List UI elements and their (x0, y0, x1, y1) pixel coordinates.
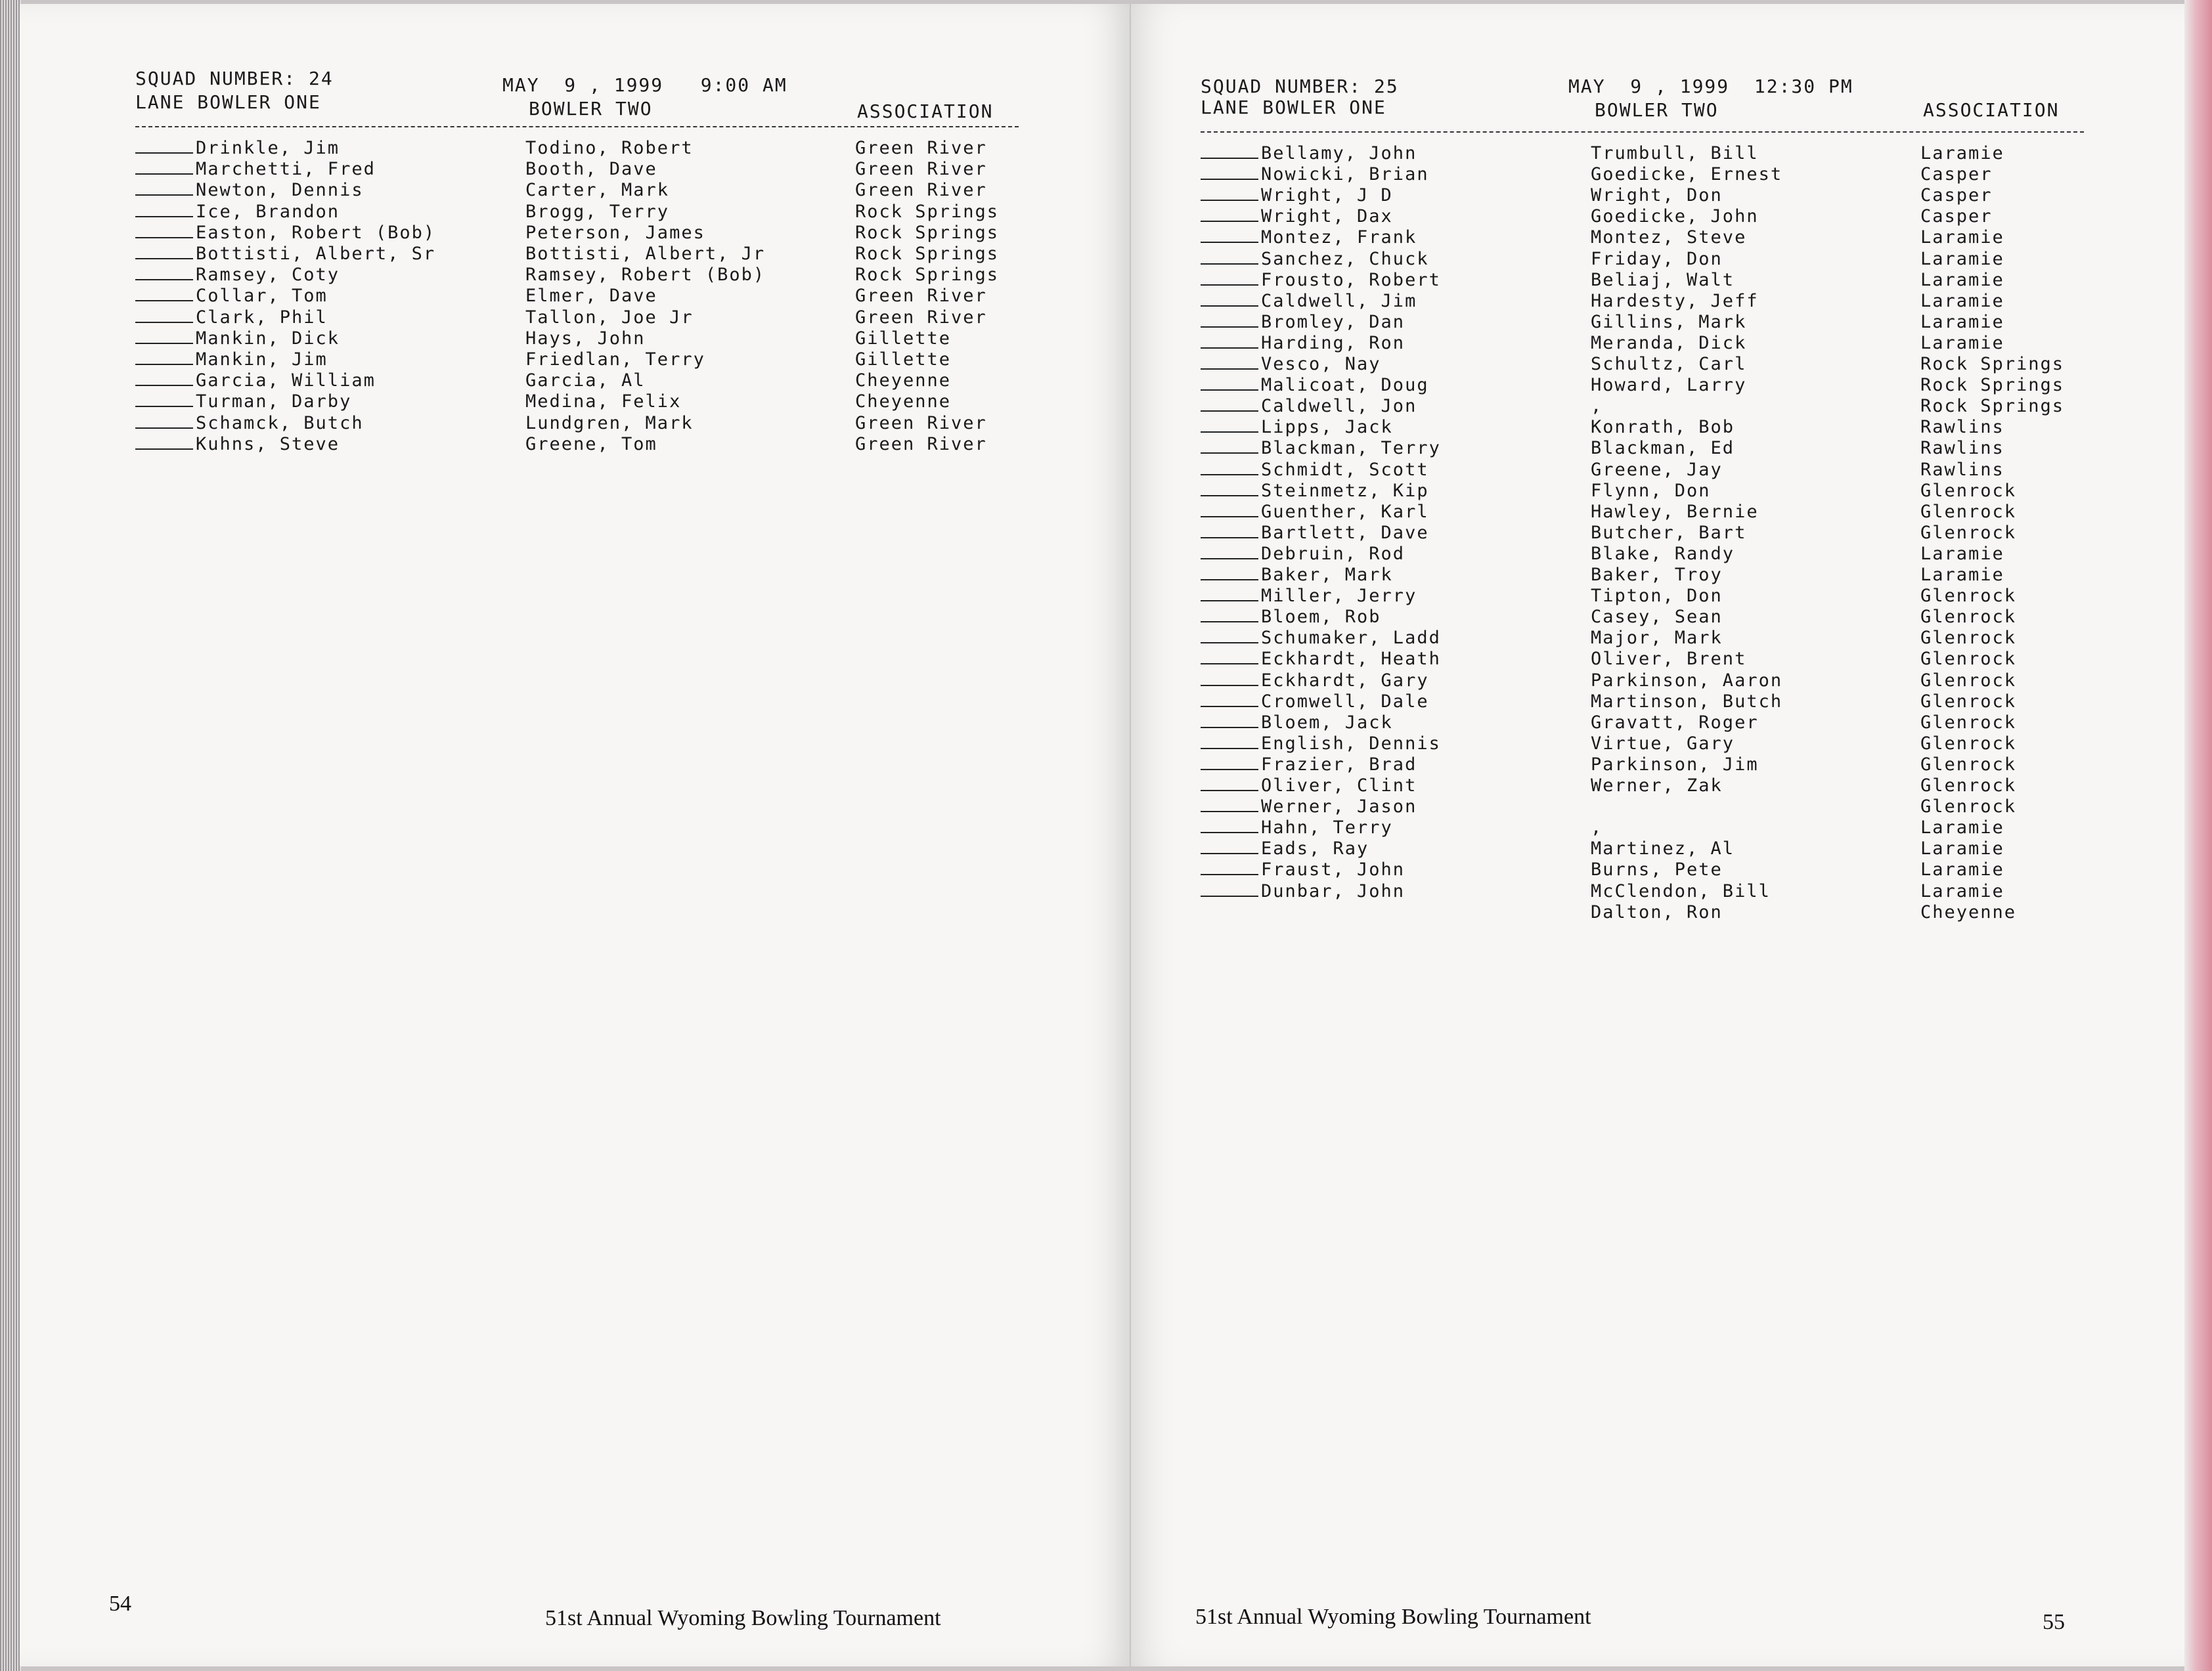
association: Casper (1920, 164, 1993, 185)
association: Glenrock (1920, 733, 2017, 754)
table-row (1131, 417, 2182, 438)
table-row (1131, 375, 2182, 396)
association: Glenrock (1920, 586, 2017, 607)
table-row (1131, 185, 2182, 206)
bowler-two: Blackman, Ed (1591, 438, 1735, 459)
bowler-two: Montez, Steve (1591, 227, 1747, 248)
book-cover-edge (2184, 0, 2212, 1671)
bowler-two: Virtue, Gary (1591, 733, 1735, 754)
lane-blank (1201, 859, 1258, 875)
bowler-one: Mankin, Dick (196, 328, 340, 349)
bowler-two: Martinez, Al (1591, 838, 1735, 859)
bowler-one: Guenther, Karl (1261, 501, 1429, 522)
bowler-two: Werner, Zak (1591, 775, 1723, 796)
bowler-two: McClendon, Bill (1591, 880, 1771, 901)
table-row (20, 307, 1071, 328)
bowler-one: Bloem, Rob (1261, 607, 1381, 628)
lane-blank (135, 413, 193, 429)
col-association-header: ASSOCIATION (1923, 99, 2060, 121)
bowler-one: Bottisti, Albert, Sr (196, 244, 436, 264)
lane-blank (1201, 396, 1258, 412)
page-number: 54 (109, 1592, 131, 1616)
bowler-one: Montez, Frank (1261, 227, 1417, 248)
bowler-one: Nowicki, Brian (1261, 164, 1429, 185)
lane-blank (1201, 733, 1258, 749)
table-row (1131, 628, 2182, 649)
bowler-one: Schmidt, Scott (1261, 459, 1429, 480)
header-rule (135, 126, 1019, 127)
lane-blank (1201, 712, 1258, 728)
association: Rawlins (1920, 417, 2004, 438)
lane-blank (1201, 502, 1258, 517)
lane-blank (135, 265, 193, 280)
lane-blank (1201, 333, 1258, 349)
lane-blank (1201, 607, 1258, 622)
table-row (1131, 270, 2182, 291)
table-row (1131, 544, 2182, 565)
association: Rock Springs (1920, 375, 2065, 396)
table-row (1131, 691, 2182, 712)
col-lane-header: LANE BOWLER ONE (135, 91, 321, 113)
lane-blank (1201, 143, 1258, 159)
bowler-two: Tallon, Joe Jr (525, 307, 694, 328)
lane-blank (135, 138, 193, 154)
bowler-one: Miller, Jerry (1261, 586, 1417, 607)
bowler-two: Greene, Tom (525, 433, 657, 454)
bowler-two: Oliver, Brent (1591, 649, 1747, 670)
association: Green River (855, 286, 987, 307)
table-row (1131, 143, 2182, 164)
bowler-two: Gillins, Mark (1591, 311, 1747, 332)
lane-blank (1201, 565, 1258, 580)
association: Casper (1920, 206, 1993, 227)
table-row (1131, 902, 2182, 923)
table-row (20, 159, 1071, 180)
lane-blank (1201, 586, 1258, 601)
table-row (1131, 775, 2182, 796)
lane-blank (135, 370, 193, 386)
lane-blank (1201, 206, 1258, 222)
lane-blank (1201, 649, 1258, 664)
bowler-two: Friedlan, Terry (525, 349, 705, 370)
table-row (20, 138, 1071, 159)
header-rule (1201, 131, 2084, 133)
lane-blank (1201, 691, 1258, 707)
bowler-one: Dunbar, John (1261, 880, 1405, 901)
association: Glenrock (1920, 775, 2017, 796)
table-row (20, 223, 1071, 244)
bowler-one: Bloem, Jack (1261, 712, 1393, 733)
bowler-one: Clark, Phil (196, 307, 328, 328)
table-row (1131, 291, 2182, 312)
squad-date: MAY 9 , 1999 9:00 AM (502, 74, 787, 96)
association: Green River (855, 307, 987, 328)
association: Gillette (855, 349, 952, 370)
bowler-two: Tipton, Don (1591, 586, 1723, 607)
col-lane-header: LANE BOWLER ONE (1201, 97, 1386, 118)
lane-blank (1201, 354, 1258, 370)
lane-blank (1201, 670, 1258, 686)
table-row (1131, 670, 2182, 691)
bowler-two: Parkinson, Jim (1591, 754, 1759, 775)
bowler-one: Drinkle, Jim (196, 138, 340, 158)
association: Laramie (1920, 543, 2004, 564)
bowler-one: Ice, Brandon (196, 201, 340, 222)
bowler-two: Beliaj, Walt (1591, 269, 1735, 290)
bowler-two: Carter, Mark (525, 180, 670, 201)
bowler-two: Parkinson, Aaron (1591, 670, 1783, 691)
bowler-one: Bromley, Dan (1261, 311, 1405, 332)
bowler-one: Marchetti, Fred (196, 159, 376, 180)
bowler-two: Booth, Dave (525, 159, 657, 180)
association: Laramie (1920, 565, 2004, 585)
lane-blank (1201, 227, 1258, 243)
bowler-two: Goedicke, Ernest (1591, 164, 1783, 185)
table-row (1131, 881, 2182, 902)
association: Glenrock (1920, 796, 2017, 817)
table-row (20, 434, 1071, 455)
association: Glenrock (1920, 712, 2017, 733)
association: Glenrock (1920, 607, 2017, 628)
bowler-one: Oliver, Clint (1261, 775, 1417, 796)
table-row (1131, 712, 2182, 733)
association: Laramie (1920, 838, 2004, 859)
table-row (20, 349, 1071, 370)
bowler-two: Hays, John (525, 328, 646, 349)
table-row (1131, 733, 2182, 754)
association: Green River (855, 138, 987, 158)
lane-blank (1201, 312, 1258, 328)
bowler-two: Konrath, Bob (1591, 417, 1735, 438)
association: Green River (855, 433, 987, 454)
association: Gillette (855, 328, 952, 349)
table-row (1131, 312, 2182, 333)
lane-blank (1201, 417, 1258, 433)
association: Laramie (1920, 311, 2004, 332)
bowler-two: Goedicke, John (1591, 206, 1759, 227)
bowler-one: Steinmetz, Kip (1261, 480, 1429, 501)
bowler-one: Frazier, Brad (1261, 754, 1417, 775)
bowler-two: Hardesty, Jeff (1591, 290, 1759, 311)
bowler-one: Vesco, Nay (1261, 354, 1381, 374)
squad-date: MAY 9 , 1999 12:30 PM (1568, 76, 1853, 97)
lane-blank (135, 244, 193, 259)
table-row (1131, 396, 2182, 417)
bowler-two: Greene, Jay (1591, 459, 1723, 480)
lane-blank (135, 159, 193, 175)
bowler-one: Eads, Ray (1261, 838, 1369, 859)
association: Laramie (1920, 880, 2004, 901)
bowler-one: Bartlett, Dave (1261, 522, 1429, 543)
lane-blank (1201, 754, 1258, 770)
bowler-one: Schamck, Butch (196, 412, 364, 433)
lane-blank (135, 307, 193, 323)
table-row (1131, 838, 2182, 859)
association: Casper (1920, 185, 1993, 206)
association: Rock Springs (1920, 396, 2065, 417)
bowler-two: Blake, Randy (1591, 543, 1735, 564)
table-row (1131, 565, 2182, 586)
table-row (1131, 586, 2182, 607)
association: Rock Springs (1920, 354, 2065, 374)
association: Glenrock (1920, 670, 2017, 691)
bowler-two: Gravatt, Roger (1591, 712, 1759, 733)
association: Cheyenne (855, 391, 952, 412)
lane-blank (135, 434, 193, 450)
table-row (1131, 796, 2182, 817)
bowler-two: Butcher, Bart (1591, 522, 1747, 543)
table-row (20, 180, 1071, 201)
page-number: 55 (2043, 1610, 2065, 1634)
bowler-two: , (1591, 817, 1603, 838)
bowler-two: Todino, Robert (525, 138, 694, 158)
bowler-one: Lipps, Jack (1261, 417, 1393, 438)
right-page (1131, 4, 2186, 1666)
bowler-two: Burns, Pete (1591, 859, 1723, 880)
bowler-one: Werner, Jason (1261, 796, 1417, 817)
bowler-one: English, Dennis (1261, 733, 1441, 754)
bowler-two: Medina, Felix (525, 391, 682, 412)
association: Laramie (1920, 143, 2004, 163)
bowler-one: Caldwell, Jon (1261, 396, 1417, 417)
bowler-two: Elmer, Dave (525, 286, 657, 307)
lane-blank (1201, 544, 1258, 559)
association: Laramie (1920, 332, 2004, 353)
bowler-one: Blackman, Terry (1261, 438, 1441, 459)
bowler-one: Frousto, Robert (1261, 269, 1441, 290)
bowler-two: Bottisti, Albert, Jr (525, 244, 766, 264)
association: Green River (855, 412, 987, 433)
bowler-one: Fraust, John (1261, 859, 1405, 880)
lane-blank (1201, 460, 1258, 475)
table-row (1131, 523, 2182, 544)
lane-blank (1201, 881, 1258, 897)
lane-blank (135, 202, 193, 217)
table-row (20, 391, 1071, 412)
association: Glenrock (1920, 628, 2017, 649)
col-association-header: ASSOCIATION (857, 100, 994, 122)
table-row (1131, 227, 2182, 248)
bowler-two: Lundgren, Mark (525, 412, 694, 433)
bowler-two: Martinson, Butch (1591, 691, 1783, 712)
lane-blank (1201, 838, 1258, 854)
table-row (1131, 333, 2182, 354)
bowler-one: Collar, Tom (196, 286, 328, 307)
association: Glenrock (1920, 691, 2017, 712)
bowler-one: Mankin, Jim (196, 349, 328, 370)
page-footer: 51st Annual Wyoming Bowling Tournament (545, 1606, 941, 1630)
association: Rock Springs (855, 265, 1000, 286)
bowler-one: Hahn, Terry (1261, 817, 1393, 838)
association: Glenrock (1920, 501, 2017, 522)
association: Glenrock (1920, 480, 2017, 501)
association: Rawlins (1920, 459, 2004, 480)
bowler-one: Bellamy, John (1261, 143, 1417, 163)
bowler-two: Baker, Troy (1591, 565, 1723, 585)
table-row (20, 265, 1071, 286)
lane-blank (1201, 291, 1258, 307)
bowler-one: Newton, Dennis (196, 180, 364, 201)
bowler-two: Dalton, Ron (1591, 901, 1723, 922)
table-row (1131, 607, 2182, 628)
bowler-two: Flynn, Don (1591, 480, 1711, 501)
lane-blank (1201, 628, 1258, 643)
lane-blank (1201, 185, 1258, 201)
bowler-two: Wright, Don (1591, 185, 1723, 206)
association: Glenrock (1920, 754, 2017, 775)
lane-blank (135, 391, 193, 407)
bowler-one: Harding, Ron (1261, 332, 1405, 353)
bowler-one: Schumaker, Ladd (1261, 628, 1441, 649)
bowler-two: Schultz, Carl (1591, 354, 1747, 374)
association: Rock Springs (855, 222, 1000, 243)
table-row (1131, 481, 2182, 502)
bowler-one: Caldwell, Jim (1261, 290, 1417, 311)
bowler-one: Wright, J D (1261, 185, 1393, 206)
bowler-one: Cromwell, Dale (1261, 691, 1429, 712)
col-bowler-two-header: BOWLER TWO (529, 98, 653, 119)
bowler-one: Malicoat, Doug (1261, 375, 1429, 396)
table-row (1131, 817, 2182, 838)
bowler-one: Debruin, Rod (1261, 543, 1405, 564)
bowler-one: Ramsey, Coty (196, 265, 340, 286)
bowler-two: Peterson, James (525, 222, 705, 243)
association: Glenrock (1920, 522, 2017, 543)
lane-blank (1201, 375, 1258, 391)
bowler-one: Baker, Mark (1261, 565, 1393, 585)
association: Green River (855, 180, 987, 201)
page-stack-edge (0, 0, 21, 1671)
association: Laramie (1920, 859, 2004, 880)
table-row (1131, 754, 2182, 775)
left-page (20, 4, 1130, 1666)
bowler-two: , (1591, 396, 1603, 417)
bowler-one: Easton, Robert (Bob) (196, 222, 436, 243)
lane-blank (135, 328, 193, 344)
association: Laramie (1920, 269, 2004, 290)
bowler-one: Eckhardt, Gary (1261, 670, 1429, 691)
table-row (1131, 206, 2182, 227)
table-row (20, 328, 1071, 349)
lane-blank (1201, 164, 1258, 180)
lane-blank (135, 223, 193, 238)
bowler-two: Hawley, Bernie (1591, 501, 1759, 522)
association: Laramie (1920, 290, 2004, 311)
squad-number: SQUAD NUMBER: 25 (1201, 76, 1399, 97)
bowler-one: Garcia, William (196, 370, 376, 391)
association: Laramie (1920, 817, 2004, 838)
lane-blank (1201, 270, 1258, 286)
association: Glenrock (1920, 649, 2017, 670)
lane-blank (1201, 796, 1258, 812)
association: Rawlins (1920, 438, 2004, 459)
lane-blank (135, 286, 193, 301)
bowler-two: Casey, Sean (1591, 607, 1723, 628)
bowler-one: Eckhardt, Heath (1261, 649, 1441, 670)
lane-blank (1201, 481, 1258, 496)
lane-blank (1201, 775, 1258, 791)
table-row (20, 202, 1071, 223)
bowler-two: Meranda, Dick (1591, 332, 1747, 353)
table-row (20, 413, 1071, 434)
bowler-two: Trumbull, Bill (1591, 143, 1759, 163)
table-row (20, 370, 1071, 391)
table-row (1131, 249, 2182, 270)
table-row (1131, 460, 2182, 481)
col-bowler-two-header: BOWLER TWO (1595, 99, 1719, 121)
table-row (1131, 164, 2182, 185)
table-row (1131, 354, 2182, 375)
lane-blank (1201, 249, 1258, 265)
bowler-two: Friday, Don (1591, 248, 1723, 269)
lane-blank (135, 349, 193, 365)
page-footer: 51st Annual Wyoming Bowling Tournament (1195, 1605, 1591, 1629)
bowler-one: Turman, Darby (196, 391, 352, 412)
lane-blank (1201, 817, 1258, 833)
squad-number: SQUAD NUMBER: 24 (135, 68, 334, 89)
table-row (20, 244, 1071, 265)
association: Cheyenne (855, 370, 952, 391)
bowler-one: Wright, Dax (1261, 206, 1393, 227)
table-row (1131, 859, 2182, 880)
bowler-one: Kuhns, Steve (196, 433, 340, 454)
table-row (1131, 438, 2182, 459)
table-row (1131, 502, 2182, 523)
association: Laramie (1920, 227, 2004, 248)
bowler-two: Ramsey, Robert (Bob) (525, 265, 766, 286)
bowler-two: Garcia, Al (525, 370, 646, 391)
bowler-two: Major, Mark (1591, 628, 1723, 649)
table-row (20, 286, 1071, 307)
association: Cheyenne (1920, 901, 2017, 922)
bowler-two: Howard, Larry (1591, 375, 1747, 396)
association: Green River (855, 159, 987, 180)
association: Rock Springs (855, 244, 1000, 264)
bowler-two: Brogg, Terry (525, 201, 670, 222)
table-row (1131, 649, 2182, 670)
lane-blank (135, 180, 193, 196)
bowler-one: Sanchez, Chuck (1261, 248, 1429, 269)
association: Laramie (1920, 248, 2004, 269)
association: Rock Springs (855, 201, 1000, 222)
lane-blank (1201, 523, 1258, 538)
lane-blank (1201, 438, 1258, 454)
